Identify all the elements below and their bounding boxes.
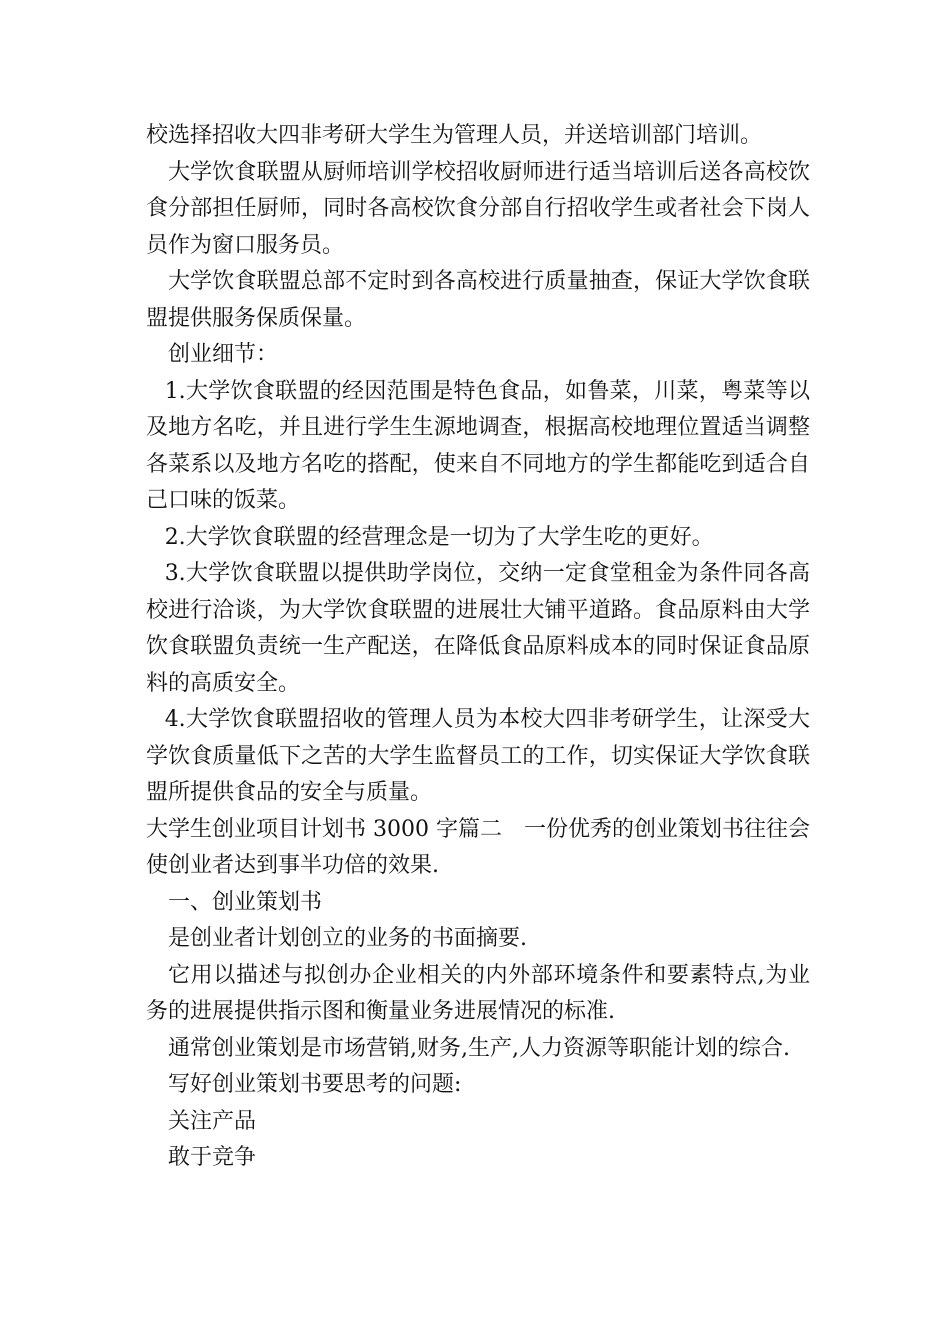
subheading: 一、创业策划书: [168, 889, 323, 915]
section-heading: 大学生创业项目计划书 3000 字篇二 一份优秀的创业策划书往往会使创业者达到事半功倍的效果.: [146, 816, 810, 878]
paragraph: 它用以描述与拟创办企业相关的内外部环境条件和要素特点,为业务的进展提供指示图和衡量业务进展情况的标准.: [146, 962, 810, 1024]
list-item: 2.大学饮食联盟的经营理念是一切为了大学生吃的更好。: [164, 524, 714, 550]
list-item: 1.大学饮食联盟的经因范围是特色食品，如鲁菜，川菜，粤菜等以及地方名吃，并且进行学生生源地调查，根据高校地理位置适当调整各菜系以及地方名吃的搭配，使来自不同地方的学生都能吃到适合自己口味的饭菜。: [146, 378, 810, 513]
document-body: [146, 118, 810, 1177]
paragraph: 大学饮食联盟总部不定时到各高校进行质量抽查，保证大学饮食联盟提供服务保质保量。: [146, 269, 810, 331]
paragraph: 通常创业策划是市场营销,财务,生产,人力资源等职能计划的综合.: [168, 1035, 790, 1061]
list-item: 4.大学饮食联盟招收的管理人员为本校大四非考研学生，让深受大学饮食质量低下之苦的大学生监督员工的工作，切实保证大学饮食联盟所提供食品的安全与质量。: [146, 707, 810, 805]
paragraph: 大学饮食联盟从厨师培训学校招收厨师进行适当培训后送各高校饮食分部担任厨师，同时各高校饮食分部自行招收学生或者社会下岗人员作为窗口服务员。: [146, 159, 810, 258]
paragraph: 敢于竞争: [168, 1145, 257, 1170]
list-item: 3.大学饮食联盟以提供助学岗位，交纳一定食堂租金为条件同各高校进行洽谈，为大学饮食联盟的进展壮大铺平道路。食品原料由大学饮食联盟负责统一生产配送，在降低食品原料成本的同时保证食品原料的高质安全。: [146, 561, 810, 696]
paragraph: 写好创业策划书要思考的问题:: [168, 1072, 462, 1097]
paragraph: 关注产品: [168, 1108, 257, 1134]
paragraph: 是创业者计划创立的业务的书面摘要.: [168, 926, 527, 951]
section-label: 创业细节：: [168, 342, 279, 367]
paragraph: 校选择招收大四非考研大学生为管理人员，并送培训部门培训。: [146, 123, 763, 148]
